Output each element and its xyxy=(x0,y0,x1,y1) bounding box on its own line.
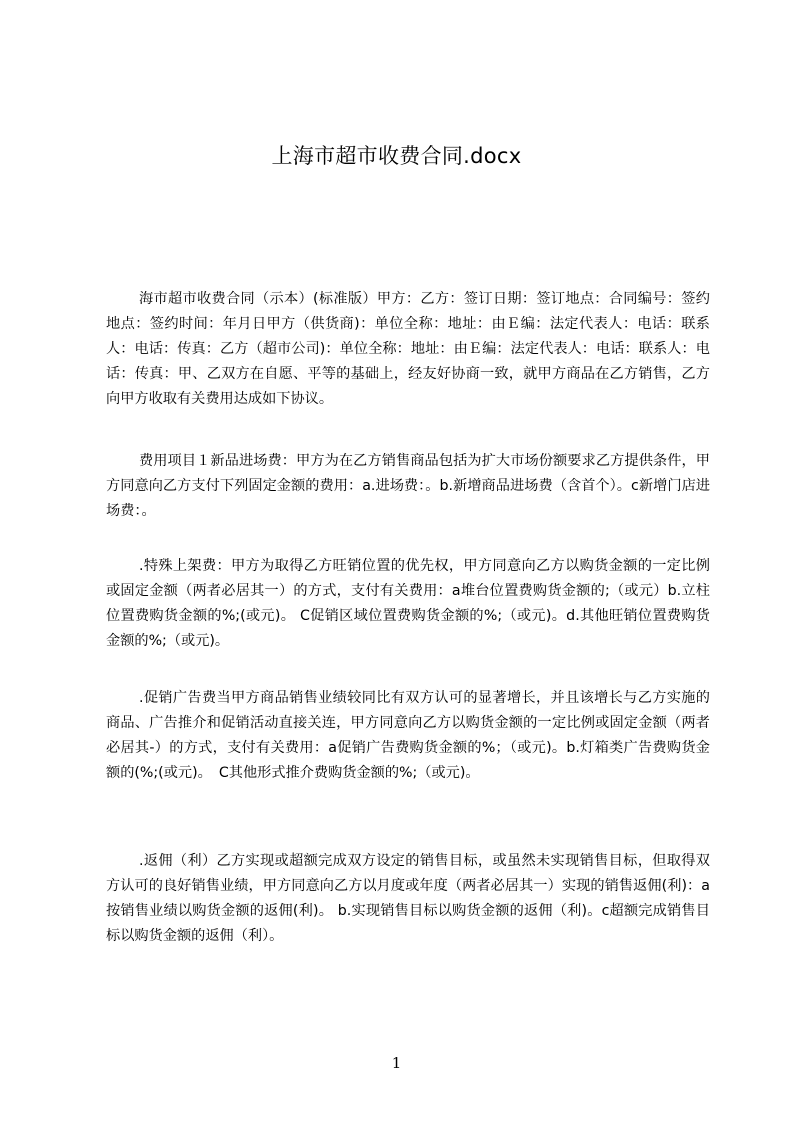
paragraph-rebate: .返佣（利）乙方实现或超额完成双方设定的销售目标，或虽然未实现销售目标，但取得双方认可的良好销售业绩，甲方同意向乙方以月度或年度（两者必居其一）实现的销售返佣(利)：a按销售业绩以购货金额的返佣(利)。 b.实现销售目标以购货金额的返佣（利)。c超额完成销售目标以购货金额的返佣（利）。 xyxy=(106,853,710,944)
paragraph-new-product-fee: 费用项目１新品进场费：甲方为在乙方销售商品包括为扩大市场份额要求乙方提供条件，甲方同意向乙方支付下列固定金额的费用：a.进场费：。b.新增商品进场费（含首个）。c新增门店进场费：。 xyxy=(106,453,710,519)
paragraph-promotion-ad-fee: .促销广告费当甲方商品销售业绩较同比有双方认可的显著增长，并且该增长与乙方实施的商品、广告推介和促销活动直接关连，甲方同意向乙方以购货金额的一定比例或固定金额（两者必居其-）的方式，支付有关费用：a促销广告费购货金额的%；（或元)。b.灯箱类广告费购货金额的(%;(或元)。 C其他形式推介费购货金额的%;（或元)。 xyxy=(106,690,710,781)
document-title: 上海市超市收费合同.docx xyxy=(271,144,522,168)
paragraph-intro: 海市超市收费合同（示本）(标准版）甲方：乙方：签订日期：签订地点：合同编号：签约地点：签约时间：年月日甲方（供货商)：单位全称：地址：由Ｅ编：法定代表人：电话：联系人：电话：传真：乙方（超市公司)：单位全称：地址：由Ｅ编：法定代表人：电话：联系人：电话：传真：甲、乙双方在自愿、平等的基础上，经友好协商一致，就甲方商品在乙方销售，乙方向甲方收取有关费用达成如下协议。 xyxy=(106,291,710,407)
page-number: 1 xyxy=(391,1054,402,1072)
paragraph-special-shelf-fee: .特殊上架费：甲方为取得乙方旺销位置的优先权，甲方同意向乙方以购货金额的一定比例或固定金额（两者必居其一）的方式，支付有关费用：a堆台位置费购货金额的;（或元）b.立柱位置费购货金额的%;(或元)。 C促销区域位置费购货金额的%;（或元)。d.其他旺销位置费购货金额的%;（或元)。 xyxy=(106,558,710,649)
